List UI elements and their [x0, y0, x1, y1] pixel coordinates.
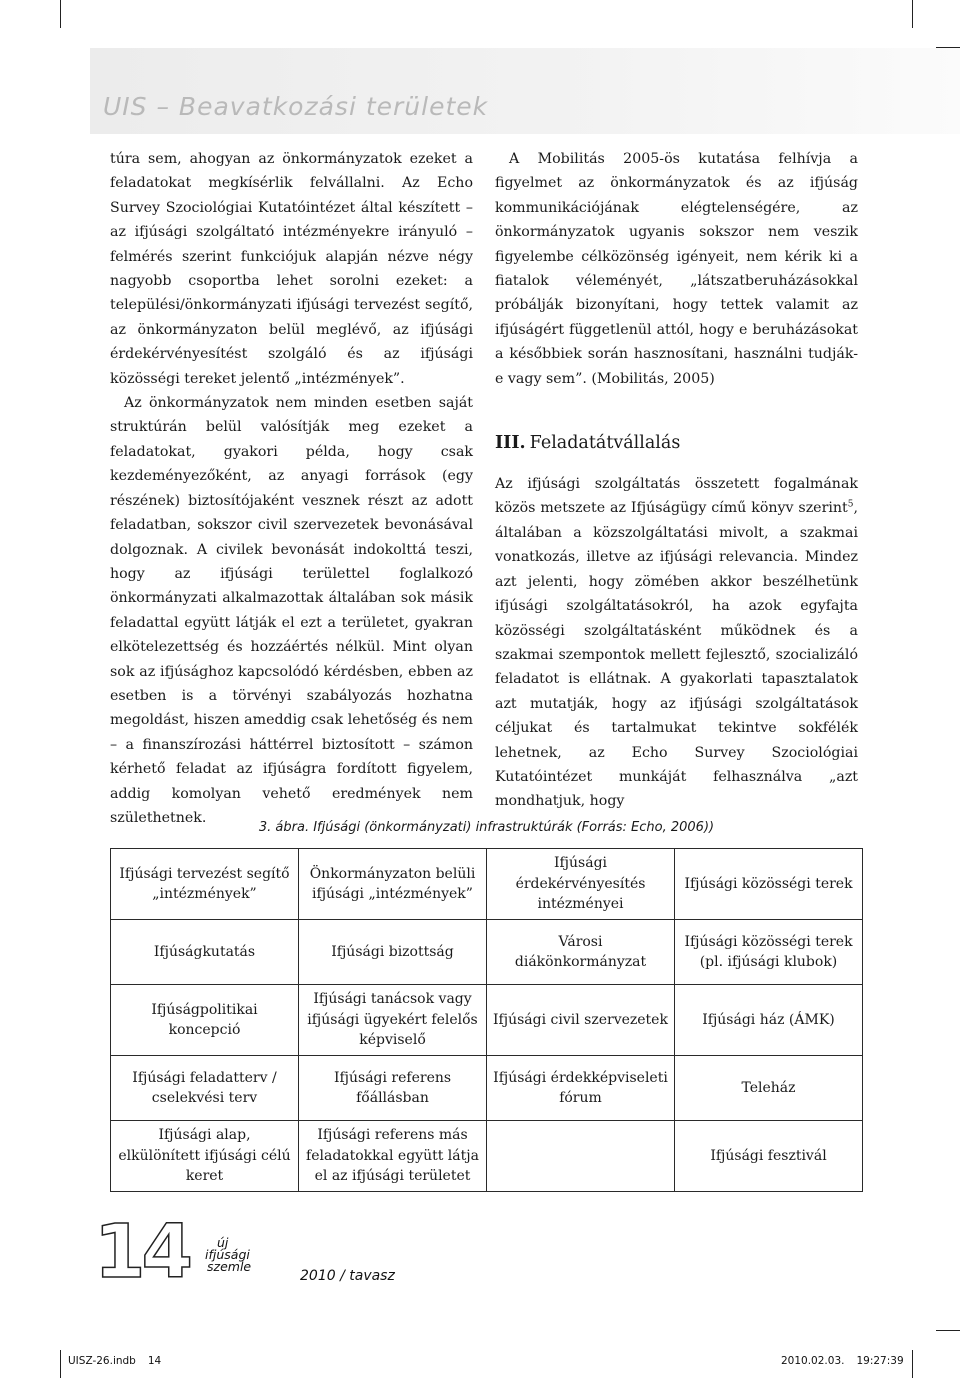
right-paragraph-1: A Mobilitás 2005-ös kutatása felhívja a figyelmet az önkormányzatok és az ifjúság kommunikációjának elégtelenségére, az önkormányzatok ugyanis sokszor nem veszik figyelembe célközönség igényeit, nem kérik ki a fiatalok véleményét, „látszatberuházásokkal próbálják bizonyítani, hogy tettek valamit az ifjúságért függetlenül attól, hogy e beruházásokat a későbbiek során hasznosítani, használni tudják-e vagy sem”. (Mobilitás, 2005) [495, 151, 858, 387]
left-paragraph-2: Az önkormányzatok nem minden esetben saját struktúrán belül valósítják meg ezeket a feladatokat, gyakori példa, hogy csak kezdeményezőként, az anyagi források (egy részének) biztosítójaként vesznek részt az adott feladatban, sokszor civil szervezetek bevonásával dolgoznak. A civilek bevonását indokolttá teszi, hogy az ifjúsági területtel foglalkozó önkormányzati alkalmazottak általában sok másik feladattal együtt látják el ezt a területet, gyakran elkötelezettség és hozzáértés nélkül. Mint olyan sok az ifjúsághoz kapcsolódó kérdésben, ebben az esetben is a törvényi szabályozás hozhatna megoldást, hiszen ameddig csak lehetőség és nem – a finanszírozási háttérrel biztosított – számon kérhető feladat az ifjúságra fordított figyelem, addig komolyan vehető eredmények nem születhetnek. [110, 395, 473, 826]
table-cell: Önkormányzaton belüli ifjúsági „intézmények” [299, 849, 487, 920]
print-timestamp: 2010.02.03. 19:27:39 [781, 1355, 904, 1367]
section-number: III. [495, 433, 526, 454]
table-cell: Városi diákönkormányzat [487, 920, 675, 985]
table-cell: Ifjúsági közösségi terek [675, 849, 863, 920]
crop-mark-top-right [912, 0, 913, 28]
section-title: Feladatátvállalás [529, 433, 681, 454]
crop-mark-bottom-left [60, 1350, 61, 1378]
table-cell: Ifjúsági referens főállásban [299, 1056, 487, 1121]
table-row [111, 1056, 863, 1121]
header-band [90, 48, 960, 134]
footnote-ref[interactable]: 5 [847, 499, 854, 510]
table-row [111, 849, 863, 920]
table-cell: Ifjúságpolitikai koncepció [111, 985, 299, 1056]
table-cell: Ifjúságkutatás [111, 920, 299, 985]
table-cell: Ifjúsági alap, elkülönített ifjúsági célú keret [111, 1121, 299, 1192]
table-cell: Ifjúsági érdekérvényesítés intézményei [487, 849, 675, 920]
right-paragraph-2: Az ifjúsági szolgáltatás összetett fogalmának közös metszete az Ifjúságügy című könyv szerint$^5$, általában a közszolgáltatási mivolt, a szakmai vonatkozás, illetve az ifjúsági relevancia. Mindez azt jelenti, hogy zömében akkor beszélhetünk ifjúsági szolgáltatásokról, ha azok egyfajta közösségi szolgáltatásként működnek és a szakmai szempontok mellett fejlesztő, szocializáló feladatot is ellátnak. A gyakorlati tapasztalatok azt mutatják, hogy az ifjúsági szolgáltatások céljukat és tartalmukat tekintve sokfélék lehetnek, az Echo Survey Szociológiai Kutatóintézet munkáját felhasználva „azt mondhatjuk, hogy [495, 476, 858, 810]
table-cell [487, 1121, 675, 1192]
issue-label: 2010 / tavasz [300, 1268, 395, 1284]
left-paragraph-1: túra sem, ahogyan az önkormányzatok ezeket a feladatokat megkísérlik felvállalni. Az Echo Survey Szociológiai Kutatóintézet által készített – az ifjúsági szolgáltató intézményekre irányuló – felmérés szerint funkciójuk alapján nézve négy nagyobb csoportba lehet sorolni ezeket: a települési/önkormányzati ifjúsági tervezést segítő, az önkormányzaton belül meglévő, az ifjúsági érdekérvényesítést szolgáló és az ifjúsági közösségi tereket jelentő „intézmények”. [110, 151, 473, 387]
left-column [110, 147, 473, 830]
right-column [495, 147, 858, 814]
table-row [111, 1121, 863, 1192]
table-cell: Ifjúsági fesztivál [675, 1121, 863, 1192]
table-row [111, 920, 863, 985]
table-cell: Ifjúsági ház (ÁMK) [675, 985, 863, 1056]
table-row [111, 985, 863, 1056]
print-file-info: UISZ-26.indb 14 [68, 1355, 162, 1367]
table-cell: Ifjúsági tervezést segítő „intézmények” [111, 849, 299, 920]
crop-mark-top-left [60, 0, 61, 28]
table-cell: Teleház [675, 1056, 863, 1121]
table-cell: Ifjúsági referens más feladatokkal együtt látja el az ifjúsági területet [299, 1121, 487, 1192]
crop-mark-bottom-right [912, 1350, 913, 1378]
table-cell: Ifjúsági közösségi terek (pl. ifjúsági klubok) [675, 920, 863, 985]
section-heading [495, 431, 858, 455]
infrastructure-table [110, 848, 863, 1192]
crop-mark-right-bottom [936, 1330, 960, 1331]
table-cell: Ifjúsági civil szervezetek [487, 985, 675, 1056]
running-header: UIS – Beavatkozási területek [103, 92, 489, 121]
table-cell: Ifjúsági érdekképviseleti fórum [487, 1056, 675, 1121]
table-cell: Ifjúsági bizottság [299, 920, 487, 985]
table-cell: Ifjúsági tanácsok vagy ifjúsági ügyekért felelős képviselő [299, 985, 487, 1056]
magazine-logo: új ifjúsági szemle [205, 1235, 252, 1274]
page-number: 14 [94, 1209, 189, 1295]
figure-caption: 3. ábra. Ifjúsági (önkormányzati) infrastruktúrák (Forrás: Echo, 2006)) [258, 820, 715, 835]
table-cell: Ifjúsági feladatterv / cselekvési terv [111, 1056, 299, 1121]
